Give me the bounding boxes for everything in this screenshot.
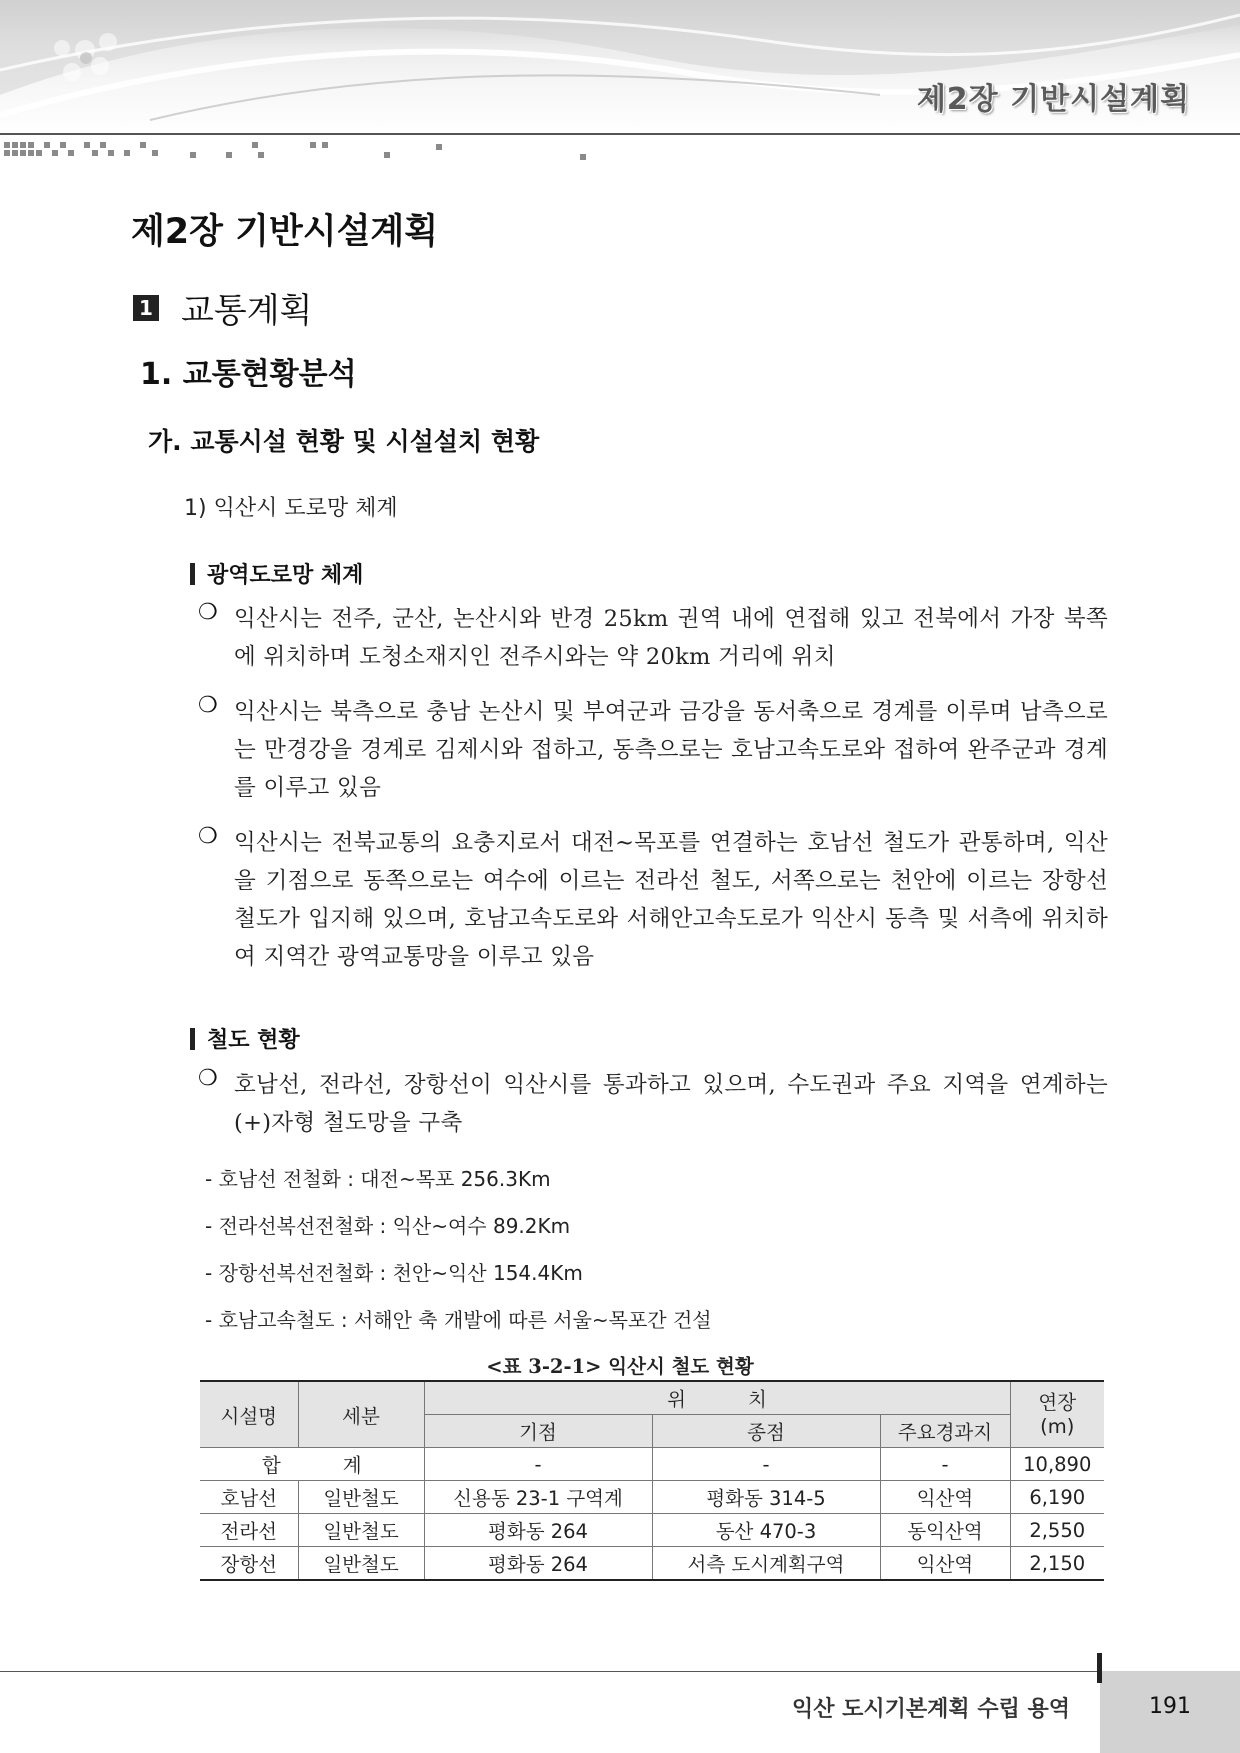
cell-via: - <box>880 1448 1010 1481</box>
chapter-heading: 제2장 기반시설계획 <box>131 212 439 252</box>
cell-start: 평화동 264 <box>424 1547 652 1581</box>
table-row-total <box>200 1448 1104 1481</box>
rail-bullet-text: 호남선, 전라선, 장항선이 익산시를 통과하고 있으며, 수도권과 주요 지역을 연계하는 (+)자형 철도망을 구축 <box>234 1072 1108 1136</box>
cell-via: 동익산역 <box>880 1514 1010 1547</box>
rail-status-title: 철도 현황 <box>207 1028 300 1053</box>
cell-name: 전라선 <box>200 1514 298 1547</box>
col-header-end: 종점 <box>652 1415 880 1448</box>
rail-dash-item-2: - 전라선복선전철화 : 익산~여수 89.2Km <box>205 1214 571 1238</box>
heading-bar-icon <box>190 563 195 585</box>
cell-type: 일반철도 <box>298 1547 424 1581</box>
cell-end: 서측 도시계획구역 <box>652 1547 880 1581</box>
col-header-name: 시설명 <box>200 1381 298 1448</box>
total-label: 합 계 <box>200 1448 424 1481</box>
header-rule <box>0 133 1240 135</box>
cell-end: - <box>652 1448 880 1481</box>
road-bullet-1 <box>198 600 1108 676</box>
cell-start: 신용동 23-1 구역계 <box>424 1481 652 1514</box>
item-heading: 가. 교통시설 현황 및 시설설치 현황 <box>148 427 540 456</box>
subsection-heading: 1. 교통현황분석 <box>140 357 357 392</box>
road-bullet-1-text: 익산시는 전주, 군산, 논산시와 반경 25km 권역 내에 연접해 있고 전북에서 가장 북쪽에 위치하며 도청소재지인 전주시와는 약 20km 거리에 위치 <box>234 606 1108 670</box>
footer-tick-mark <box>1097 1653 1102 1683</box>
hollow-circle-bullet-icon: ❍ <box>198 600 218 625</box>
section-title: 교통계획 <box>181 291 313 331</box>
table-row <box>200 1514 1104 1547</box>
rail-bullet <box>198 1066 1108 1142</box>
road-bullet-2 <box>198 693 1108 807</box>
cell-via: 익산역 <box>880 1481 1010 1514</box>
hollow-circle-bullet-icon: ❍ <box>198 693 218 718</box>
road-bullet-3 <box>198 824 1108 976</box>
cell-end: 동산 470-3 <box>652 1514 880 1547</box>
road-network-title: 광역도로망 체계 <box>207 563 364 588</box>
page-number: 191 <box>1149 1694 1191 1719</box>
header-chapter-title: 제2장 기반시설계획 <box>916 82 1190 117</box>
cell-start: 평화동 264 <box>424 1514 652 1547</box>
rail-status-heading <box>190 1023 300 1054</box>
table-row <box>200 1547 1104 1581</box>
road-bullet-3-text: 익산시는 전북교통의 요충지로서 대전~목포를 연결하는 호남선 철도가 관통하며, 익산을 기점으로 동쪽으로는 여수에 이르는 전라선 철도, 서쪽으로는 천안에 이르는 장항선 철도가 입지해 있으며, 호남고속도로와 서해안고속도로가 익산시 동측 및 서측에 위치하여 지역간 광역교통망을 이루고 있음 <box>234 830 1108 970</box>
cell-name: 장항선 <box>200 1547 298 1581</box>
cell-length: 2,150 <box>1010 1547 1104 1581</box>
cell-length: 10,890 <box>1010 1448 1104 1481</box>
rail-status-table <box>200 1380 1104 1581</box>
cell-type: 일반철도 <box>298 1514 424 1547</box>
cell-type: 일반철도 <box>298 1481 424 1514</box>
header-band <box>0 0 1240 135</box>
rail-dash-item-1: - 호남선 전철화 : 대전~목포 256.3Km <box>205 1167 551 1191</box>
decorative-dot-strip <box>0 138 620 164</box>
hollow-circle-bullet-icon: ❍ <box>198 1066 218 1091</box>
section-heading <box>133 283 312 332</box>
footer-report-title: 익산 도시기본계획 수립 용역 <box>791 1697 1070 1722</box>
cell-end: 평화동 314-5 <box>652 1481 880 1514</box>
cell-length: 2,550 <box>1010 1514 1104 1547</box>
cell-start: - <box>424 1448 652 1481</box>
col-header-type: 세분 <box>298 1381 424 1448</box>
rail-dash-item-4: - 호남고속철도 : 서해안 축 개발에 따른 서울~목포간 건설 <box>205 1308 712 1332</box>
table-row <box>200 1481 1104 1514</box>
cell-length: 6,190 <box>1010 1481 1104 1514</box>
section-number-badge: 1 <box>133 295 159 321</box>
hollow-circle-bullet-icon: ❍ <box>198 824 218 849</box>
cell-via: 익산역 <box>880 1547 1010 1581</box>
rail-dash-item-3: - 장항선복선전철화 : 천안~익산 154.4Km <box>205 1261 583 1285</box>
road-bullet-2-text: 익산시는 북측으로 충남 논산시 및 부여군과 금강을 동서축으로 경계를 이루며 남측으로는 만경강을 경계로 김제시와 접하고, 동측으로는 호남고속도로와 접하여 완주군과 경계를 이루고 있음 <box>234 699 1108 801</box>
footer-rule <box>0 1671 1100 1672</box>
col-header-location: 위 치 <box>424 1381 1010 1415</box>
table-caption: <표 3-2-1> 익산시 철도 현황 <box>486 1355 754 1378</box>
subitem-heading: 1) 익산시 도로망 체계 <box>184 496 398 521</box>
col-header-length: 연장 (m) <box>1010 1381 1104 1448</box>
road-network-heading <box>190 558 363 589</box>
cell-name: 호남선 <box>200 1481 298 1514</box>
heading-bar-icon <box>190 1028 195 1050</box>
col-header-via: 주요경과지 <box>880 1415 1010 1448</box>
col-header-start: 기점 <box>424 1415 652 1448</box>
